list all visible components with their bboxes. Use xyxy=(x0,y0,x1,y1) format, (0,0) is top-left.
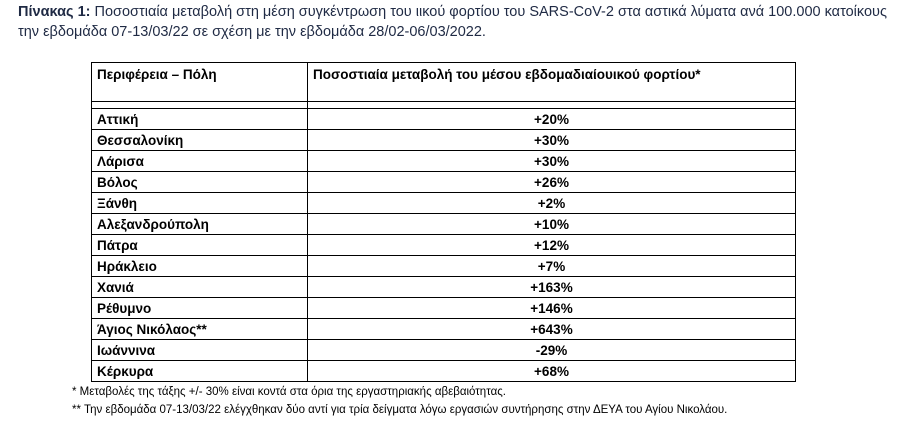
region-cell: Άγιος Νικόλαος** xyxy=(92,319,308,340)
change-cell: +2% xyxy=(308,193,796,214)
table-row xyxy=(92,151,796,172)
change-cell: +163% xyxy=(308,277,796,298)
change-cell: +12% xyxy=(308,235,796,256)
change-cell: +30% xyxy=(308,151,796,172)
table-row xyxy=(92,340,796,361)
table-row xyxy=(92,277,796,298)
spacer-cell xyxy=(308,102,796,109)
caption-text: Ποσοστιαία μεταβολή στη μέση συγκέντρωση του ιικού φορτίου του SARS-CoV-2 στα αστικά λύματα ανά 100.000 κατοίκους την εβδομάδα 07-13/03/22 σε σχέση με την εβδομάδα 28/02-06/03/2022. xyxy=(18,4,887,40)
change-cell: +146% xyxy=(308,298,796,319)
region-cell: Ηράκλειο xyxy=(92,256,308,277)
table-row xyxy=(92,256,796,277)
change-cell: +30% xyxy=(308,130,796,151)
footnote-2: ** Την εβδομάδα 07-13/03/22 ελέγχθηκαν δύο αντί για τρία δείγματα λόγω εργασιών συντήρησης στην ΔΕΥΑ του Αγίου Νικολάου. xyxy=(72,404,728,416)
footnote-1: * Μεταβολές της τάξης +/- 30% είναι κοντά στα όρια της εργαστηριακής αβεβαιότητας. xyxy=(72,386,506,398)
header-region: Περιφέρεια – Πόλη xyxy=(92,63,308,102)
table-row xyxy=(92,193,796,214)
region-cell: Λάρισα xyxy=(92,151,308,172)
region-cell: Θεσσαλονίκη xyxy=(92,130,308,151)
table-body xyxy=(92,102,796,382)
region-cell: Ιωάννινα xyxy=(92,340,308,361)
change-cell: +7% xyxy=(308,256,796,277)
region-cell: Αλεξανδρούπολη xyxy=(92,214,308,235)
viral-load-table xyxy=(91,62,796,382)
region-cell: Κέρκυρα xyxy=(92,361,308,382)
table-row xyxy=(92,319,796,340)
change-cell: +643% xyxy=(308,319,796,340)
region-cell: Ξάνθη xyxy=(92,193,308,214)
change-cell: +68% xyxy=(308,361,796,382)
caption-lead: Πίνακας 1: xyxy=(18,4,91,20)
change-cell: +26% xyxy=(308,172,796,193)
table-row xyxy=(92,361,796,382)
table-row xyxy=(92,298,796,319)
region-cell: Ρέθυμνο xyxy=(92,298,308,319)
change-cell: +10% xyxy=(308,214,796,235)
spacer-cell xyxy=(92,102,308,109)
footnotes xyxy=(72,383,727,419)
region-cell: Αττική xyxy=(92,109,308,130)
table-row xyxy=(92,109,796,130)
change-cell: -29% xyxy=(308,340,796,361)
header-change: Ποσοστιαία μεταβολή του μέσου εβδομαδιαίουικού φορτίου* xyxy=(308,63,796,102)
table-header-row xyxy=(92,63,796,102)
table-row xyxy=(92,214,796,235)
region-cell: Χανιά xyxy=(92,277,308,298)
table-row xyxy=(92,172,796,193)
table-caption xyxy=(18,2,888,42)
table-row xyxy=(92,130,796,151)
table-spacer-row xyxy=(92,102,796,109)
change-cell: +20% xyxy=(308,109,796,130)
region-cell: Πάτρα xyxy=(92,235,308,256)
region-cell: Βόλος xyxy=(92,172,308,193)
table-row xyxy=(92,235,796,256)
